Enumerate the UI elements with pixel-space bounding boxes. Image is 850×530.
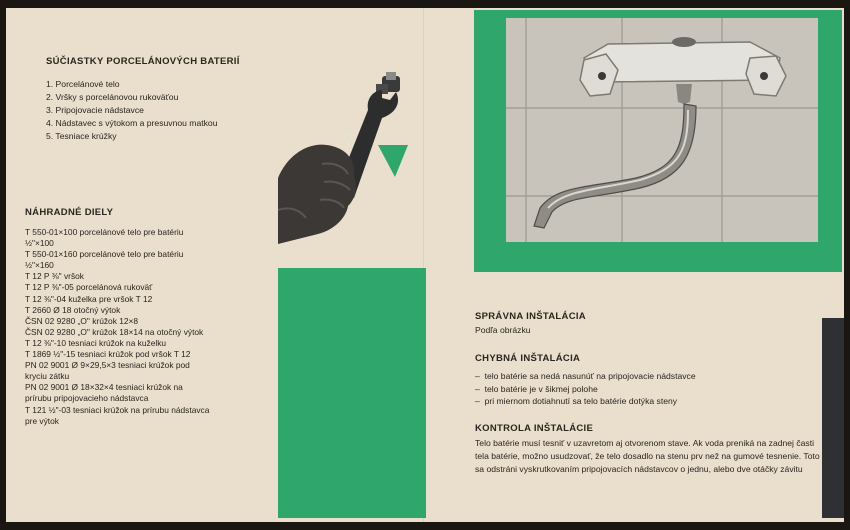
wrench-size-label: 22 bbox=[338, 129, 357, 148]
list-item: PN 02 9001 Ø 18×32×4 tesniaci krúžok na bbox=[25, 382, 183, 393]
list-item: – telo batérie je v šikmej polohe bbox=[475, 383, 696, 396]
correct-install-title: SPRÁVNA INŠTALÁCIA bbox=[475, 311, 586, 322]
wall-faucet-illustration bbox=[506, 18, 818, 242]
wrong-install-title: CHYBNÁ INŠTALÁCIA bbox=[475, 353, 581, 364]
list-item: T 12 P ⅜" vršok bbox=[25, 271, 84, 282]
green-triangle-marker bbox=[378, 145, 408, 177]
list-item: T 1869 ½"-15 tesniaci krúžok pod vršok T 12 bbox=[25, 349, 191, 360]
list-item: 1. Porcelánové telo bbox=[46, 79, 120, 89]
parts-list bbox=[46, 78, 217, 143]
list-item: prírubu pripojovacieho nádstavca bbox=[25, 393, 149, 404]
spares-list bbox=[25, 227, 270, 427]
list-item: kryciu zátku bbox=[25, 371, 70, 382]
list-item: 3. Pripojovacie nádstavce bbox=[46, 105, 144, 115]
list-item: ½"×100 bbox=[25, 238, 54, 249]
list-item: T 12 ⅜"-10 tesniaci krúžok na kuželku bbox=[25, 337, 167, 348]
wrong-install-list bbox=[475, 370, 696, 408]
dark-edge-tab bbox=[822, 318, 844, 518]
list-item: pre výtok bbox=[25, 415, 59, 426]
faucet-photo bbox=[506, 18, 818, 242]
list-item: 2. Vršky s porcelánovou rukoväťou bbox=[46, 92, 179, 102]
spares-title: NÁHRADNÉ DIELY bbox=[25, 207, 114, 218]
list-item: T 12 ⅜"-04 kuželka pre vršok T 12 bbox=[25, 293, 153, 304]
list-item: 5. Tesniace krúžky bbox=[46, 131, 117, 141]
control-text: Telo batérie musí tesniť v uzavretom aj otvorenom stave. Ak voda preniká na zadnej časti tela batérie, možno usudzovať, že telo dosadlo na stenu prv než na gumové tesnenie. Toto sa odstráni vyskrutkovaním pripojovacích nádstavcov o jednu, alebo dve otáčky závitu bbox=[475, 438, 820, 475]
list-item: T 550-01×100 porcelánové telo pre batériu bbox=[25, 227, 184, 237]
list-item: ½"×160 bbox=[25, 260, 54, 271]
green-block-left bbox=[278, 268, 426, 518]
list-item: 4. Nádstavec s výtokom a presuvnou matkou bbox=[46, 118, 218, 128]
correct-install-text: Podľa obrázku bbox=[475, 325, 531, 335]
list-item: – telo batérie sa nedá nasunúť na pripojovacie nádstavce bbox=[475, 370, 696, 383]
list-item: PN 02 9001 Ø 9×29,5×3 tesniaci krúžok pod bbox=[25, 360, 190, 371]
list-item: T 12 P ⅜"-05 porcelánová rukoväť bbox=[25, 282, 153, 293]
control-title: KONTROLA INŠTALÁCIE bbox=[475, 423, 594, 434]
list-item: T 2660 Ø 18 otočný výtok bbox=[25, 304, 121, 315]
list-item: – pri miernom dotiahnutí sa telo batérie dotýka steny bbox=[475, 395, 696, 408]
list-item: T 121 ½"-03 tesniaci krúžok na prírubu nádstavca bbox=[25, 404, 210, 415]
list-item: ČSN 02 9280 „O" krúžok 18×14 na otočný výtok bbox=[25, 326, 204, 337]
list-item: ČSN 02 9280 „O" krúžok 12×8 bbox=[25, 315, 139, 326]
parts-title: SÚČIASTKY PORCELÁNOVÝCH BATERIÍ bbox=[46, 56, 240, 67]
list-item: T 550-01×160 porcelánové telo pre batériu bbox=[25, 249, 184, 260]
